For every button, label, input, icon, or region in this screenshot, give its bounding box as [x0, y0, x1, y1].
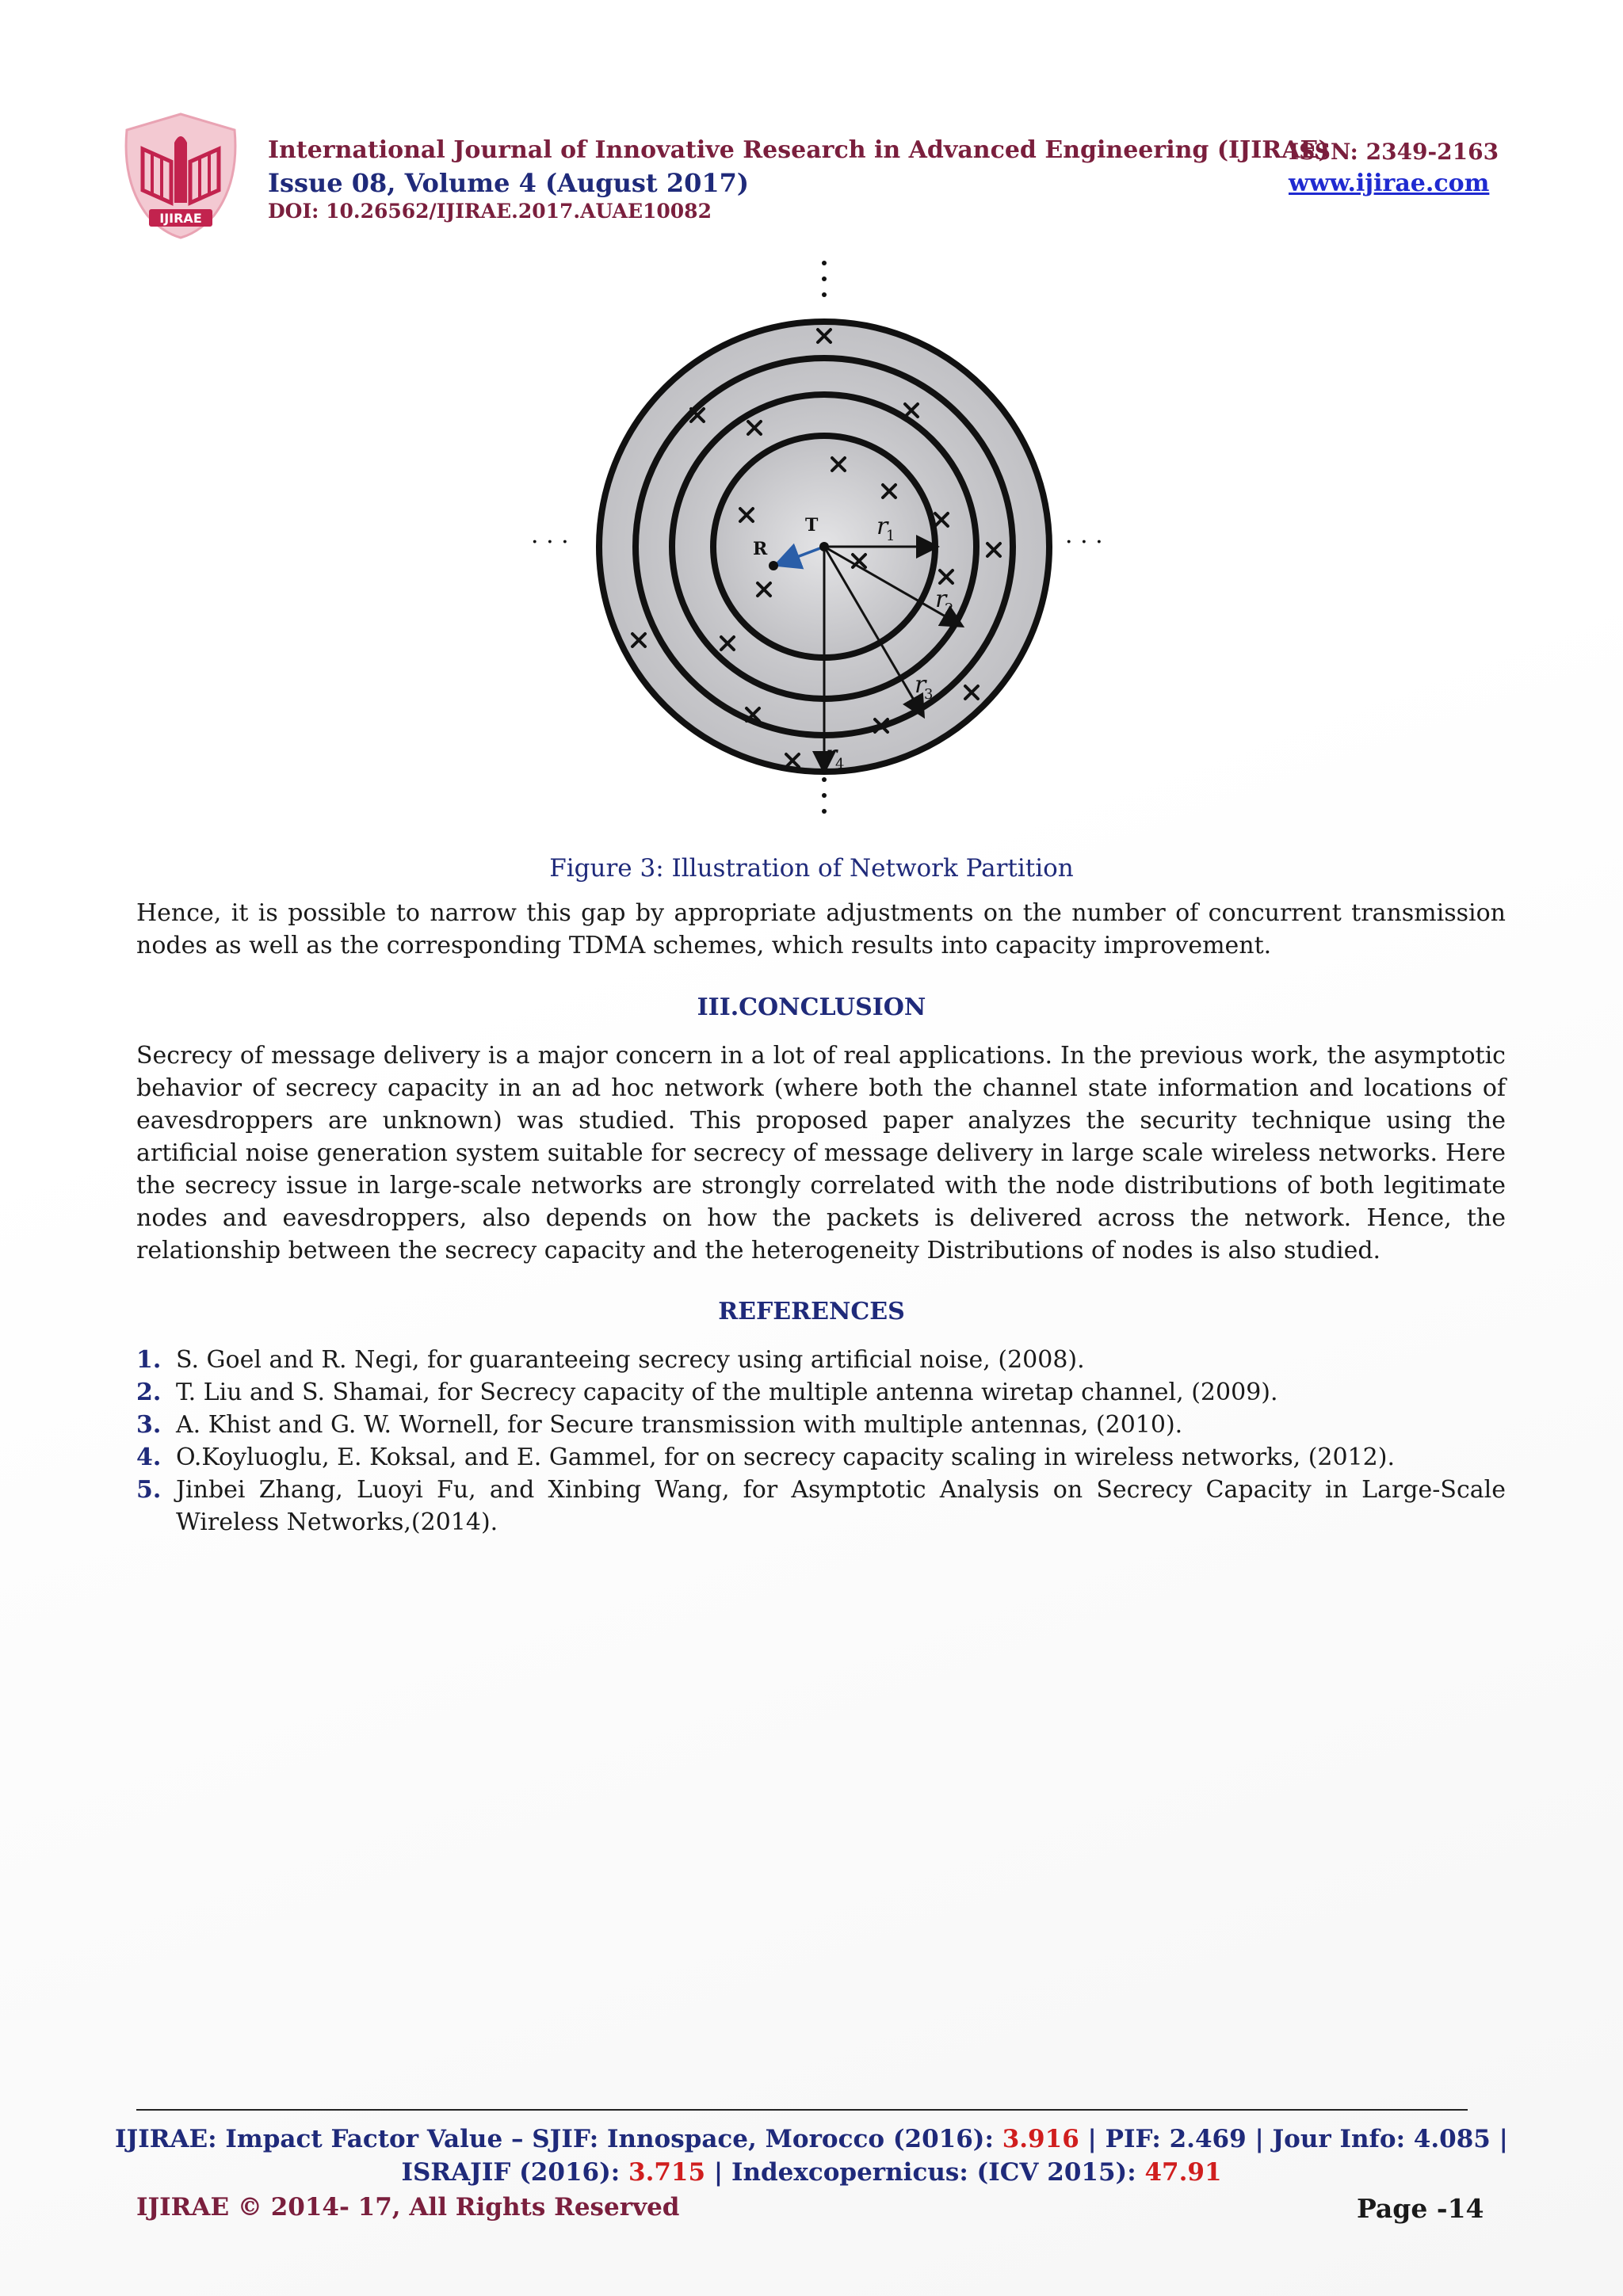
reference-text: A. Khist and G. W. Wornell, for Secure transmission with multiple antennas, (2010). [176, 1411, 1183, 1439]
label-r4-sub: 4 [835, 756, 845, 772]
reference-item [136, 1441, 1506, 1474]
reference-number: 4. [136, 1444, 162, 1471]
pif-info: | PIF: 2.469 | Jour Info: 4.085 | [1079, 2125, 1508, 2153]
copyright: IJIRAE © 2014- 17, All Rights Reserved [136, 2193, 680, 2222]
reference-text: T. Liu and S. Shamai, for Secrecy capacity of the multiple antenna wiretap channel, (2009). [176, 1379, 1278, 1406]
logo-text: IJIRAE [159, 211, 202, 226]
reference-number: 5. [136, 1476, 162, 1504]
reference-item [136, 1474, 1506, 1539]
icv-value: 47.91 [1144, 2158, 1222, 2187]
reference-item [136, 1344, 1506, 1376]
issn: ISSN: 2349-2163 [1289, 139, 1499, 165]
icv-label: | Indexcopernicus: (ICV 2015): [705, 2158, 1145, 2187]
intro-paragraph: Hence, it is possible to narrow this gap by appropriate adjustments on the number of concurrent transmission nodes as well as the corresponding TDMA schemes, which results into capacity improvement. [136, 899, 1506, 959]
bottom-ellipsis [822, 777, 827, 814]
label-r4: r [826, 741, 838, 769]
reference-number: 1. [136, 1346, 162, 1374]
israjif-value: 3.715 [628, 2158, 706, 2187]
ijirae-logo [116, 111, 246, 241]
receiver-node [769, 561, 778, 570]
left-ellipsis: · · · [531, 528, 569, 556]
right-ellipsis: · · · [1065, 528, 1103, 556]
website-link[interactable]: www.ijirae.com [1289, 170, 1490, 197]
label-r3-sub: 3 [924, 686, 934, 703]
label-r: R [753, 539, 768, 559]
doi: DOI: 10.26562/IJIRAE.2017.AUAE10082 [268, 200, 712, 223]
journal-title: International Journal of Innovative Research in Advanced Engineering (IJIRAE) [268, 136, 1330, 164]
reference-text: S. Goel and R. Negi, for guaranteeing secrecy using artificial noise, (2008). [176, 1346, 1085, 1374]
reference-item [136, 1376, 1506, 1409]
page-number: Page -14 [1357, 2193, 1484, 2224]
footer-divider [136, 2109, 1468, 2111]
israjif-label: ISRAJIF (2016): [401, 2158, 628, 2187]
network-partition-figure [523, 252, 1125, 830]
conclusion-heading: III.CONCLUSION [697, 994, 926, 1021]
reference-number: 2. [136, 1379, 162, 1406]
index-line [0, 2158, 1623, 2187]
impact-factor-label: IJIRAE: Impact Factor Value – SJIF: Innospace, Morocco (2016): [115, 2125, 1002, 2153]
impact-factor-line [0, 2125, 1623, 2153]
reference-number: 3. [136, 1411, 162, 1439]
sjif-value: 3.916 [1002, 2125, 1079, 2153]
transmitter-node [819, 542, 829, 551]
references-heading: REFERENCES [718, 1298, 905, 1325]
reference-text: Jinbei Zhang, Luoyi Fu, and Xinbing Wang, for Asymptotic Analysis on Secrecy Capacity in Large-Scale Wireless Networks,(2014). [176, 1476, 1506, 1536]
reference-text: O.Koyluoglu, E. Koksal, and E. Gammel, for on secrecy capacity scaling in wireless networks, (2012). [176, 1444, 1395, 1471]
label-r2-sub: 2 [945, 601, 954, 617]
conclusion-paragraph: Secrecy of message delivery is a major concern in a lot of real applications. In the previous work, the asymptotic behavior of secrecy capacity in an ad hoc network (where both the channel state information and locations of eavesdroppers are unknown) was studied. This proposed paper analyzes the security technique using the artificial noise generation system suitable for secrecy of message delivery in large scale wireless networks. Here the secrecy issue in large-scale networks are strongly correlated with the node distributions of both legitimate nodes and eavesdroppers, also depends on how the packets is delivered across the network. Hence, the relationship between the secrecy capacity and the heterogeneity Distributions of nodes is also studied. [136, 1042, 1506, 1264]
references-list [136, 1344, 1506, 1539]
figure-caption: Figure 3: Illustration of Network Partition [549, 854, 1074, 883]
issue-info: Issue 08, Volume 4 (August 2017) [268, 168, 750, 198]
label-t: T [805, 515, 819, 536]
reference-item [136, 1409, 1506, 1441]
label-r1: r [876, 513, 888, 540]
top-ellipsis [822, 261, 827, 297]
label-r2: r [935, 585, 947, 613]
label-r1-sub: 1 [886, 528, 896, 544]
label-r3: r [915, 671, 926, 699]
